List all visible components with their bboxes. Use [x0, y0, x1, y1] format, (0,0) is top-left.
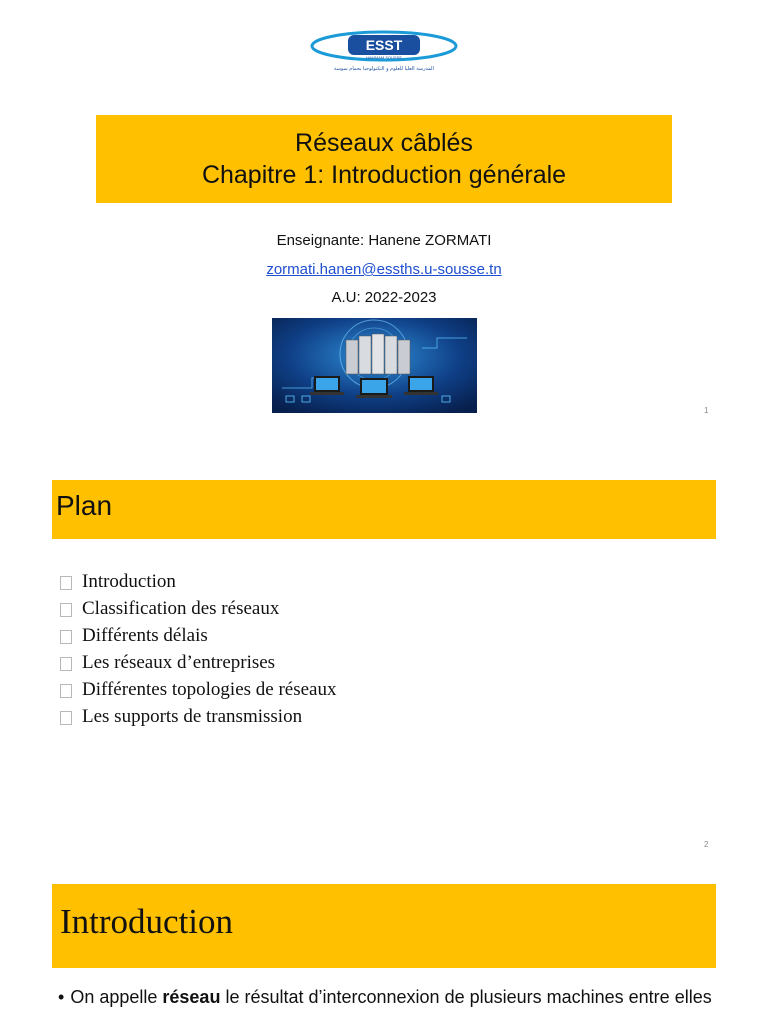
bullet-box-icon	[60, 711, 72, 725]
intro-paragraph: • On appelle réseau le résultat d’interconnexion de plusieurs machines entre elles	[58, 987, 712, 1007]
teacher-name: Enseignante: Hanene ZORMATI	[276, 232, 492, 249]
plan-item: Les réseaux d’entreprises	[60, 649, 336, 676]
chapter-title: Chapitre 1: Introduction générale	[201, 161, 567, 189]
introduction-slide	[0, 864, 768, 1024]
title-box	[96, 115, 672, 203]
plan-item: Différents délais	[60, 622, 336, 649]
intro-heading: Introduction	[60, 902, 234, 941]
bullet-box-icon	[60, 603, 72, 617]
page-number: 1	[704, 406, 709, 415]
plan-item: Différentes topologies de réseaux	[60, 676, 336, 703]
intro-heading-bar	[52, 884, 716, 968]
course-title: Réseaux câblés	[295, 129, 473, 157]
logo-arabic: المدرسة العليا للعلوم و التكنولوجيا بحمام سوسة	[334, 66, 434, 72]
bullet-box-icon	[60, 657, 72, 671]
academic-year: A.U: 2022-2023	[331, 289, 437, 306]
bullet-icon: •	[58, 987, 65, 1007]
plan-item: Introduction	[60, 568, 336, 595]
email-link[interactable]: zormati.hanen@essths.u-sousse.tn	[266, 261, 502, 278]
bullet-box-icon	[60, 630, 72, 644]
logo-subtext: HAMMAM SOUSSE	[365, 55, 403, 60]
bullet-box-icon	[60, 576, 72, 590]
bold-term: réseau	[162, 987, 221, 1007]
plan-heading-bar	[52, 480, 716, 539]
page-number: 2	[704, 840, 709, 849]
plan-heading: Plan	[56, 490, 113, 521]
plan-slide	[0, 432, 768, 864]
plan-item: Les supports de transmission	[60, 703, 336, 730]
esst-logo	[308, 26, 460, 78]
title-slide	[0, 0, 768, 432]
network-servers-image	[272, 318, 477, 413]
plan-list	[60, 568, 336, 730]
logo-text: ESST	[365, 37, 403, 53]
plan-item: Classification des réseaux	[60, 595, 336, 622]
bullet-box-icon	[60, 684, 72, 698]
